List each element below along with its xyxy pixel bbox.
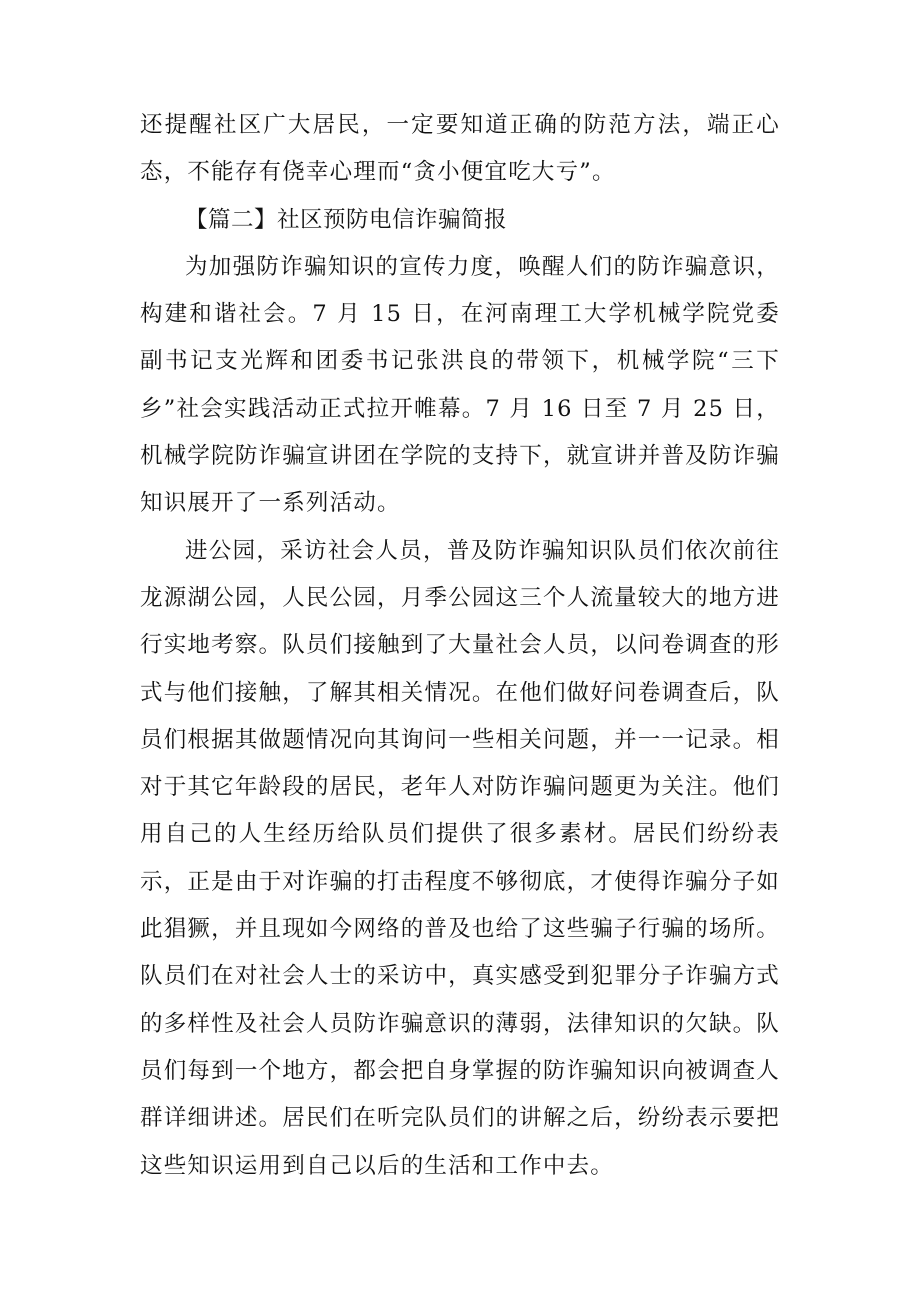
paragraph-intro: 为加强防诈骗知识的宣传力度，唤醒人们的防诈骗意识，构建和谐社会。7 月 15 日，在河南理工大学机械学院党委副书记支光辉和团委书记张洪良的带领下，机械学院“三下乡”社会实践活动正式拉开帷幕。7 月 16 日至 7 月 25 日，机械学院防诈骗宣讲团在学院的支持下，就宣讲并普及防诈骗知识展开了一系列活动。 <box>140 253 780 517</box>
paragraph-body: 进公园，采访社会人员，普及防诈骗知识队员们依次前往龙源湖公园，人民公园，月季公园这三个人流量较大的地方进行实地考察。队员们接触到了大量社会人员，以问卷调查的形式与他们接触，了解其相关情况。在他们做好问卷调查后，队员们根据其做题情况向其询问一些相关问题，并一一记录。相对于其它年龄段的居民，老年人对防诈骗问题更为关注。他们用自己的人生经历给队员们提供了很多素材。居民们纷纷表示，正是由于对诈骗的打击程度不够彻底，才使得诈骗分子如此猖獗，并且现如今网络的普及也给了这些骗子行骗的场所。队员们在对社会人士的采访中，真实感受到犯罪分子诈骗方式的多样性及社会人员防诈骗意识的薄弱，法律知识的欠缺。队员们每到一个地方，都会把自身掌握的防诈骗知识向被调查人群详细讲述。居民们在听完队员们的讲解之后，纷纷表示要把这些知识运用到自己以后的生活和工作中去。 <box>140 537 780 1179</box>
section-heading: 【篇二】社区预防电信诈骗简报 <box>185 206 508 233</box>
document-body <box>140 102 780 1190</box>
paragraph-continuation: 还提醒社区广大居民，一定要知道正确的防范方法，端正心态，不能存有侥幸心理而“贪小便宜吃大亏”。 <box>140 112 780 186</box>
